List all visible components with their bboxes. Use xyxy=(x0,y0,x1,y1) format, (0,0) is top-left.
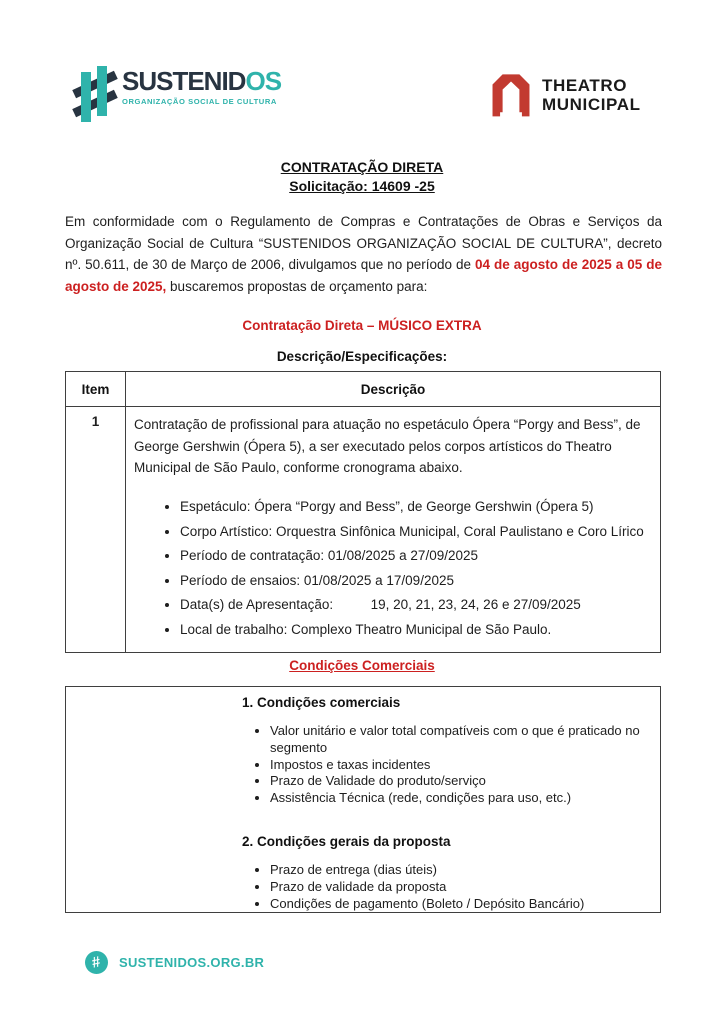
hash-vertical-bar xyxy=(97,66,107,116)
conditions-group-gerais xyxy=(242,834,648,912)
theatro-line2: MUNICIPAL xyxy=(542,95,641,114)
bullet-periodo-ensaios: • Período de ensaios: 01/08/2025 a 17/09/2025 xyxy=(180,569,650,594)
conditions-box xyxy=(65,686,661,913)
bullet-periodo-contratacao: • Período de contratação: 01/08/2025 a 27/09/2025 xyxy=(180,544,650,569)
footer-website-url: SUSTENIDOS.ORG.BR xyxy=(119,955,265,970)
bullet-corpo-artistico: • Corpo Artístico: Orquestra Sinfônica Municipal, Coral Paulistano e Coro Lírico xyxy=(180,520,650,545)
hash-glyph: # xyxy=(90,953,103,972)
sustenidos-brand-name xyxy=(122,68,281,94)
conditions-group-title: 2. Condições gerais da proposta xyxy=(242,833,451,849)
table-row xyxy=(66,407,661,653)
specification-table xyxy=(65,371,661,653)
conditions-bullet-list xyxy=(242,723,648,807)
brand-name-teal: OS xyxy=(245,66,282,96)
intro-paragraph xyxy=(65,211,662,298)
title-solicitacao-number: Solicitação: 14609 -25 xyxy=(289,178,435,194)
theatro-municipal-logo xyxy=(490,70,641,120)
bullet-prazo-validade-proposta: • Prazo de validade da proposta xyxy=(270,879,648,896)
bullet-valor-unitario: • Valor unitário e valor total compatíveis com o que é praticado no segmento xyxy=(270,723,648,757)
item-number-cell: 1 xyxy=(66,407,126,653)
section-heading-musico-extra: Contratação Direta – MÚSICO EXTRA xyxy=(242,318,482,333)
intro-text-before: Em conformidade com o Regulamento de Compras e Contratações de Obras e Serviços da Organização Social de Cultura “SUSTENIDOS ORGANIZAÇÃO SOCIAL DE CULTURA”, decreto nº. 50.611, de 30 de Março de 2006, divulgamos que no período de xyxy=(65,214,662,273)
bullet-condicoes-pagamento: • Condições de pagamento (Boleto / Depósito Bancário) xyxy=(270,896,648,913)
brand-name-dark: SUSTENID xyxy=(122,66,246,96)
bullet-local-trabalho: • Local de trabalho: Complexo Theatro Municipal de São Paulo. xyxy=(180,618,650,643)
bullet-espetaculo: • Espetáculo: Ópera “Porgy and Bess”, de George Gershwin (Ópera 5) xyxy=(180,495,650,520)
intro-text-after: buscaremos propostas de orçamento para: xyxy=(166,279,428,295)
sustenidos-hash-icon xyxy=(76,62,118,126)
subheading-descricao-especificacoes: Descrição/Especificações: xyxy=(276,349,448,364)
column-header-item: Item xyxy=(66,372,126,407)
bullet-assistencia-tecnica: • Assistência Técnica (rede, condições para uso, etc.) xyxy=(270,790,648,807)
bullet-datas-apresentacao: • Data(s) de Apresentação: 19, 20, 21, 23, 24, 26 e 27/09/2025 xyxy=(180,593,650,618)
intro-date-range-highlight: 04 de agosto de 2025 a 05 de agosto de 2025, xyxy=(65,257,662,295)
title-contratacao-direta: CONTRATAÇÃO DIRETA xyxy=(280,159,444,175)
description-cell xyxy=(126,407,661,653)
bullet-prazo-entrega: • Prazo de entrega (dias úteis) xyxy=(270,862,648,879)
document-title xyxy=(0,158,724,196)
bullet-impostos: • Impostos e taxas incidentes xyxy=(270,757,648,774)
sustenidos-logo xyxy=(76,62,281,126)
description-bullet-list xyxy=(134,495,650,642)
conditions-group-comerciais xyxy=(242,695,648,807)
sustenidos-hash-circle-icon xyxy=(85,951,108,974)
bullet-prazo-validade: • Prazo de Validade do produto/serviço xyxy=(270,773,648,790)
theatro-line1: THEATRO xyxy=(542,76,628,95)
table-header-row xyxy=(66,372,661,407)
specification-table-header xyxy=(66,372,661,407)
sustenidos-tagline: ORGANIZAÇÃO SOCIAL DE CULTURA xyxy=(122,97,277,106)
description-text: Contratação de profissional para atuação no espetáculo Ópera “Porgy and Bess”, de George Gershwin (Ópera 5), a ser executado pelos corpos artísticos do Theatro Municipal de São Paulo, conforme cronograma abaixo. xyxy=(134,417,641,476)
conditions-bullet-list xyxy=(242,862,648,912)
conditions-group-title: 1. Condições comerciais xyxy=(242,695,401,710)
theatro-arch-icon xyxy=(490,70,532,120)
column-header-descricao: Descrição xyxy=(126,372,661,407)
footer xyxy=(85,951,264,974)
specification-table-body xyxy=(66,407,661,653)
hash-vertical-bar xyxy=(81,72,91,122)
theatro-logo-text xyxy=(542,76,641,114)
section-heading-condicoes-comerciais: Condições Comerciais xyxy=(289,658,435,673)
sustenidos-logo-text xyxy=(122,62,281,106)
